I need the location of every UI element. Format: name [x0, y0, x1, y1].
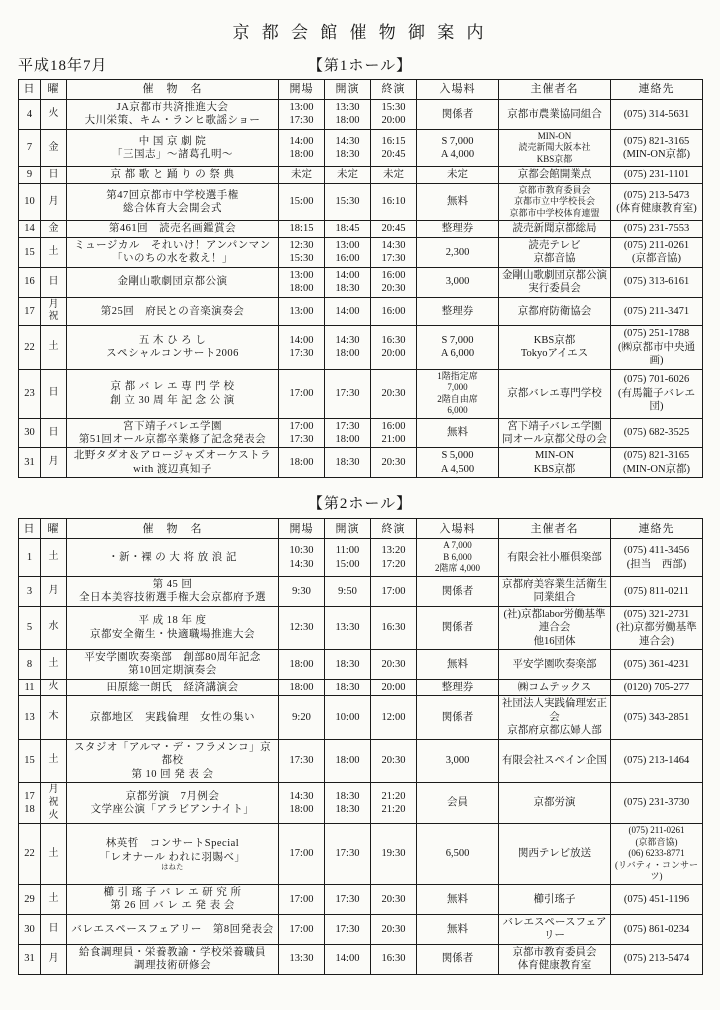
cell-start: 14:00: [325, 297, 371, 326]
cell-open: 17:00: [279, 369, 325, 418]
cell-organizer: 京都府防衛協会: [499, 297, 611, 326]
cell-open: 17:30: [279, 739, 325, 782]
cell-start: 18:30 18:30: [325, 782, 371, 823]
cell-end: 12:00: [371, 696, 417, 739]
cell-fee: 3,000: [417, 739, 499, 782]
cell-dow: 月: [41, 448, 67, 478]
cell-fee: 1階指定席 7,000 2階自由席 6,000: [417, 369, 499, 418]
cell-fee: S 7,000 A 4,000: [417, 129, 499, 167]
cell-organizer: 京都市教育委員会 体育健康教育室: [499, 944, 611, 974]
cell-end: 19:30: [371, 824, 417, 885]
cell-end: 21:20 21:20: [371, 782, 417, 823]
cell-dow: 土: [41, 824, 67, 885]
cell-contact: (075) 343-2851: [611, 696, 703, 739]
cell-dow: 月: [41, 944, 67, 974]
cell-contact: (075) 213-5473 (体育健康教育室): [611, 183, 703, 221]
cell-start: 18:45: [325, 221, 371, 237]
cell-contact: (075) 361-4231: [611, 650, 703, 680]
cell-open: 14:30 18:00: [279, 782, 325, 823]
cell-day: 29: [19, 884, 41, 914]
cell-organizer: 金剛山歌劇団京都公演 実行委員会: [499, 267, 611, 297]
col-dow: 曜: [41, 80, 67, 100]
cell-organizer: 読売新聞京都総局: [499, 221, 611, 237]
cell-fee: 無料: [417, 884, 499, 914]
table-row: [19, 297, 703, 326]
cell-dow: 土: [41, 884, 67, 914]
cell-fee: 会員: [417, 782, 499, 823]
cell-day: 13: [19, 696, 41, 739]
table-header-row: [19, 519, 703, 539]
cell-start: 14:00 18:30: [325, 267, 371, 297]
cell-day: 10: [19, 183, 41, 221]
table-row: [19, 576, 703, 606]
cell-start: 17:30 18:00: [325, 418, 371, 448]
cell-dow: 土: [41, 739, 67, 782]
table-row: [19, 884, 703, 914]
cell-open: 17:00 17:30: [279, 418, 325, 448]
cell-organizer: ㈱コムテックス: [499, 679, 611, 695]
col-fee: 入場料: [417, 519, 499, 539]
hall1-rows: [19, 100, 703, 478]
cell-start: 17:30: [325, 884, 371, 914]
cell-day: 5: [19, 606, 41, 649]
cell-contact: (075) 313-6161: [611, 267, 703, 297]
col-fee: 入場料: [417, 80, 499, 100]
era-date: 平成18年7月: [18, 58, 108, 74]
cell-organizer: 京都会館開業点: [499, 167, 611, 183]
cell-contact: (075) 821-3165 (MIN-ON京都): [611, 129, 703, 167]
cell-contact: (075) 411-3456 (担当 西部): [611, 539, 703, 577]
table-row: [19, 237, 703, 267]
cell-day: 14: [19, 221, 41, 237]
cell-title: 京都労演 7月例会 文学座公演「アラビアンナイト」: [67, 782, 279, 823]
cell-open: 18:15: [279, 221, 325, 237]
cell-start: 17:30: [325, 914, 371, 944]
cell-start: 未定: [325, 167, 371, 183]
cell-start: 17:30: [325, 824, 371, 885]
cell-end: 20:45: [371, 221, 417, 237]
cell-fee: 3,000: [417, 267, 499, 297]
cell-day: 17: [19, 297, 41, 326]
cell-day: 9: [19, 167, 41, 183]
cell-title: 五 木 ひ ろ し スペシャルコンサート2006: [67, 326, 279, 369]
cell-day: 8: [19, 650, 41, 680]
cell-contact: (075) 231-3730: [611, 782, 703, 823]
cell-contact: (075) 451-1196: [611, 884, 703, 914]
cell-contact: (075) 211-3471: [611, 297, 703, 326]
table-row: [19, 369, 703, 418]
cell-start: 13:30 18:00: [325, 100, 371, 130]
table-row: [19, 448, 703, 478]
table-header-row: [19, 80, 703, 100]
cell-open: 10:30 14:30: [279, 539, 325, 577]
cell-dow: 日: [41, 267, 67, 297]
cell-organizer: 京都府美容業生活衛生同業組合: [499, 576, 611, 606]
cell-end: 16:30 20:00: [371, 326, 417, 369]
cell-day: 31: [19, 944, 41, 974]
cell-title: 京都地区 実践倫理 女性の集い: [67, 696, 279, 739]
cell-dow: 土: [41, 237, 67, 267]
cell-contact: (0120) 705-277: [611, 679, 703, 695]
col-title: 催 物 名: [67, 80, 279, 100]
cell-end: 20:00: [371, 679, 417, 695]
cell-fee: 整理券: [417, 221, 499, 237]
hall1-label: 【第1ホール】: [307, 58, 413, 74]
cell-dow: 月 祝: [41, 297, 67, 326]
cell-start: 18:30: [325, 650, 371, 680]
cell-day: 11: [19, 679, 41, 695]
cell-day: 15: [19, 237, 41, 267]
cell-start: 18:30: [325, 448, 371, 478]
cell-title: 櫛 引 瑤 子 バ レ エ 研 究 所 第 26 回 バ レ エ 発 表 会: [67, 884, 279, 914]
cell-day: 4: [19, 100, 41, 130]
cell-title: スタジオ「アルマ・デ・フラメンコ」京都校 第 10 回 発 表 会: [67, 739, 279, 782]
cell-title: 第25回 府民との音楽演奏会: [67, 297, 279, 326]
cell-start: 14:30 18:30: [325, 129, 371, 167]
cell-title: 第461回 読売名画鑑賞会: [67, 221, 279, 237]
cell-fee: 2,300: [417, 237, 499, 267]
cell-dow: 金: [41, 129, 67, 167]
col-org: 主催者名: [499, 80, 611, 100]
table-row: [19, 539, 703, 577]
cell-day: 16: [19, 267, 41, 297]
cell-organizer: MIN-ON 読売新聞大阪本社 KBS京都: [499, 129, 611, 167]
col-dow: 曜: [41, 519, 67, 539]
cell-title: バレエスペースフェアリー 第8回発表会: [67, 914, 279, 944]
cell-title: 給食調理員・栄養教諭・学校栄養職員 調理技術研修会: [67, 944, 279, 974]
col-org: 主催者名: [499, 519, 611, 539]
cell-fee: 無料: [417, 418, 499, 448]
cell-start: 14:30 18:00: [325, 326, 371, 369]
cell-organizer: MIN-ON KBS京都: [499, 448, 611, 478]
cell-fee: 未定: [417, 167, 499, 183]
cell-title: ・新・裸 の 大 将 放 浪 記: [67, 539, 279, 577]
table-row: [19, 914, 703, 944]
cell-end: 16:10: [371, 183, 417, 221]
col-title: 催 物 名: [67, 519, 279, 539]
cell-open: 13:00 17:30: [279, 100, 325, 130]
cell-title: 金剛山歌劇団京都公演: [67, 267, 279, 297]
era-and-hall1-header: [18, 53, 702, 75]
cell-dow: 日: [41, 914, 67, 944]
col-day: 日: [19, 80, 41, 100]
cell-start: 9:50: [325, 576, 371, 606]
cell-organizer: 櫛引瑤子: [499, 884, 611, 914]
cell-organizer: 京都市教育委員会 京都市立中学校長会 京都市中学校体育連盟: [499, 183, 611, 221]
cell-open: 未定: [279, 167, 325, 183]
cell-organizer: バレエスペースフェアリー: [499, 914, 611, 944]
cell-dow: 月: [41, 183, 67, 221]
cell-day: 23: [19, 369, 41, 418]
cell-contact: (075) 314-5631: [611, 100, 703, 130]
cell-day: 1: [19, 539, 41, 577]
cell-open: 13:00: [279, 297, 325, 326]
cell-contact: (075) 211-0261 (京都音協): [611, 237, 703, 267]
cell-organizer: 読売テレビ 京都音協: [499, 237, 611, 267]
col-tel: 連絡先: [611, 80, 703, 100]
cell-title: 第 45 回 全日本美容技術選手権大会京都府予選: [67, 576, 279, 606]
cell-organizer: 関西テレビ放送: [499, 824, 611, 885]
cell-day: 15: [19, 739, 41, 782]
cell-start: 13:00 16:00: [325, 237, 371, 267]
cell-organizer: 宮下靖子バレエ学園 同オール京都父母の会: [499, 418, 611, 448]
cell-fee: 整理券: [417, 297, 499, 326]
page-title: 京 都 会 館 催 物 御 案 内: [232, 23, 488, 42]
table-row: [19, 326, 703, 369]
cell-start: 18:30: [325, 679, 371, 695]
cell-contact: (075) 682-3525: [611, 418, 703, 448]
cell-day: 30: [19, 914, 41, 944]
cell-organizer: 社団法人実践倫理宏正会 京都府京都広婦人部: [499, 696, 611, 739]
cell-fee: 関係者: [417, 606, 499, 649]
cell-open: 17:00: [279, 884, 325, 914]
cell-end: 13:20 17:20: [371, 539, 417, 577]
cell-end: 20:30: [371, 739, 417, 782]
table-row: [19, 167, 703, 183]
cell-fee: 無料: [417, 183, 499, 221]
cell-organizer: 京都バレエ専門学校: [499, 369, 611, 418]
cell-day: 3: [19, 576, 41, 606]
cell-end: 16:00 21:00: [371, 418, 417, 448]
cell-organizer: 有限会社スペイン企国: [499, 739, 611, 782]
cell-fee: 関係者: [417, 100, 499, 130]
cell-end: 16:30: [371, 606, 417, 649]
cell-organizer: 京都労演: [499, 782, 611, 823]
cell-title: 北野タダオ＆アロージャズオーケストラ with 渡辺真知子: [67, 448, 279, 478]
cell-dow: 日: [41, 418, 67, 448]
cell-fee: 関係者: [417, 576, 499, 606]
cell-day: 22: [19, 824, 41, 885]
col-end: 終演: [371, 80, 417, 100]
cell-contact: (075) 321-2731 (社)京都労働基準連合会): [611, 606, 703, 649]
table-row: [19, 782, 703, 823]
cell-dow: 土: [41, 650, 67, 680]
cell-start: 13:30: [325, 606, 371, 649]
cell-open: 9:30: [279, 576, 325, 606]
cell-dow: 月: [41, 576, 67, 606]
cell-fee: S 7,000 A 6,000: [417, 326, 499, 369]
cell-fee: 無料: [417, 650, 499, 680]
cell-fee: 関係者: [417, 944, 499, 974]
cell-end: 15:30 20:00: [371, 100, 417, 130]
table-row: [19, 267, 703, 297]
cell-title: ミュージカル それいけ！アンパンマン 「いのちの水を救え！」: [67, 237, 279, 267]
cell-day: 30: [19, 418, 41, 448]
cell-contact: (075) 811-0211: [611, 576, 703, 606]
cell-contact: (075) 231-1101: [611, 167, 703, 183]
cell-dow: 土: [41, 539, 67, 577]
cell-organizer: 平安学園吹奏楽部: [499, 650, 611, 680]
cell-organizer: 京都市農業協同組合: [499, 100, 611, 130]
cell-contact: (075) 251-1788 (㈱京都市中央通画): [611, 326, 703, 369]
cell-start: 18:00: [325, 739, 371, 782]
table-row: [19, 183, 703, 221]
cell-open: 18:00: [279, 650, 325, 680]
cell-end: 20:30: [371, 914, 417, 944]
cell-organizer: (社)京都labor労働基準連合会 他16団体: [499, 606, 611, 649]
cell-open: 15:00: [279, 183, 325, 221]
cell-day: 7: [19, 129, 41, 167]
table-row: [19, 696, 703, 739]
cell-open: 13:00 18:00: [279, 267, 325, 297]
cell-end: 20:30: [371, 448, 417, 478]
cell-contact: (075) 211-0261 (京都音協) (06) 6233-8771 (リバティ・コンサーツ): [611, 824, 703, 885]
cell-fee: 整理券: [417, 679, 499, 695]
table-row: [19, 650, 703, 680]
cell-open: 18:00: [279, 448, 325, 478]
cell-contact: (075) 821-3165 (MIN-ON京都): [611, 448, 703, 478]
cell-end: 20:30: [371, 369, 417, 418]
cell-open: 9:20: [279, 696, 325, 739]
cell-day: 31: [19, 448, 41, 478]
cell-dow: 火: [41, 100, 67, 130]
table-row: [19, 679, 703, 695]
table-row: [19, 606, 703, 649]
table-row: [19, 100, 703, 130]
cell-dow: 日: [41, 167, 67, 183]
cell-organizer: KBS京都 Tokyoアイエス: [499, 326, 611, 369]
cell-end: 16:30: [371, 944, 417, 974]
col-tel: 連絡先: [611, 519, 703, 539]
cell-title: 中 国 京 劇 院 「三国志」～諸葛孔明～: [67, 129, 279, 167]
cell-fee: 無料: [417, 914, 499, 944]
cell-title: 平安学園吹奏楽部 創部80周年記念 第10回定期演奏会: [67, 650, 279, 680]
cell-dow: 金: [41, 221, 67, 237]
table-row: [19, 418, 703, 448]
col-start: 開演: [325, 80, 371, 100]
cell-title: 第47回京都市中学校選手権 総合体育大会開会式: [67, 183, 279, 221]
cell-open: 14:00 17:30: [279, 326, 325, 369]
col-day: 日: [19, 519, 41, 539]
cell-contact: (075) 213-5474: [611, 944, 703, 974]
cell-title: 京 都 歌 と 踊 り の 祭 典: [67, 167, 279, 183]
cell-end: 14:30 17:30: [371, 237, 417, 267]
hall2-label: 【第2ホール】: [307, 496, 413, 513]
cell-open: 14:00 18:00: [279, 129, 325, 167]
cell-title: 林英哲 コンサートSpecial 「レオナール われに羽賜べ」 はねた: [67, 824, 279, 885]
cell-contact: (075) 701-6026 (有馬籠子バレエ団): [611, 369, 703, 418]
col-end: 終演: [371, 519, 417, 539]
cell-open: 13:30: [279, 944, 325, 974]
cell-title: 平 成 18 年 度 京都安全衛生・快適職場推進大会: [67, 606, 279, 649]
cell-organizer: 有限会社小雁倶楽部: [499, 539, 611, 577]
cell-title: JA京都市共済推進大会 大川栄策、キム・ランヒ歌謡ショー: [67, 100, 279, 130]
cell-start: 15:30: [325, 183, 371, 221]
cell-title: 京 都 バ レ エ 専 門 学 校 創 立 30 周 年 記 念 公 演: [67, 369, 279, 418]
table-row: [19, 944, 703, 974]
cell-title: 宮下靖子バレエ学園 第51回オール京都卒業修了記念発表会: [67, 418, 279, 448]
cell-dow: 火: [41, 679, 67, 695]
cell-start: 10:00: [325, 696, 371, 739]
cell-fee: 6,500: [417, 824, 499, 885]
cell-open: 17:00: [279, 914, 325, 944]
hall2-rows: [19, 539, 703, 974]
cell-end: 16:00: [371, 297, 417, 326]
col-open: 開場: [279, 80, 325, 100]
cell-fee: 関係者: [417, 696, 499, 739]
cell-open: 12:30: [279, 606, 325, 649]
cell-contact: (075) 231-7553: [611, 221, 703, 237]
cell-end: 未定: [371, 167, 417, 183]
cell-start: 17:30: [325, 369, 371, 418]
cell-contact: (075) 861-0234: [611, 914, 703, 944]
cell-open: 18:00: [279, 679, 325, 695]
cell-end: 20:30: [371, 884, 417, 914]
cell-dow: 木: [41, 696, 67, 739]
cell-title: 田原総一朗氏 経済講演会: [67, 679, 279, 695]
cell-dow: 月 祝 火: [41, 782, 67, 823]
table-row: [19, 824, 703, 885]
cell-open: 17:00: [279, 824, 325, 885]
cell-end: 17:00: [371, 576, 417, 606]
hall2-schedule-table: [18, 518, 703, 974]
table-row: [19, 221, 703, 237]
cell-start: 11:00 15:00: [325, 539, 371, 577]
cell-fee: A 7,000 B 6,000 2階席 4,000: [417, 539, 499, 577]
cell-day: 17 18: [19, 782, 41, 823]
cell-contact: (075) 213-1464: [611, 739, 703, 782]
cell-dow: 土: [41, 326, 67, 369]
col-open: 開場: [279, 519, 325, 539]
cell-dow: 水: [41, 606, 67, 649]
cell-open: 12:30 15:30: [279, 237, 325, 267]
cell-end: 20:30: [371, 650, 417, 680]
cell-fee: S 5,000 A 4,500: [417, 448, 499, 478]
table-row: [19, 739, 703, 782]
cell-dow: 日: [41, 369, 67, 418]
col-start: 開演: [325, 519, 371, 539]
hall1-schedule-table: [18, 79, 703, 478]
cell-end: 16:00 20:30: [371, 267, 417, 297]
cell-day: 22: [19, 326, 41, 369]
cell-end: 16:15 20:45: [371, 129, 417, 167]
cell-start: 14:00: [325, 944, 371, 974]
table-row: [19, 129, 703, 167]
